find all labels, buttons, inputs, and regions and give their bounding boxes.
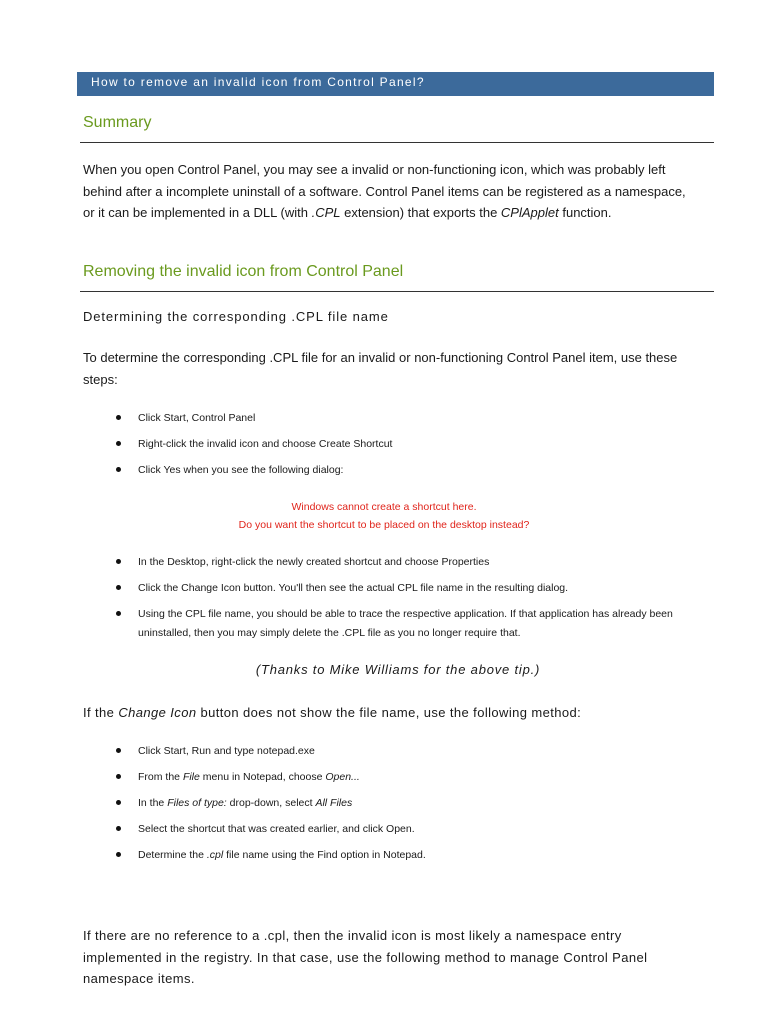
summary-text-2: extension) that exports the [340, 205, 501, 220]
determining-subheading: Determining the corresponding .CPL file name [83, 309, 389, 324]
cplapplet-text: CPlApplet [500, 205, 559, 220]
list-item: In the Desktop, right-click the newly created shortcut and choose Properties [112, 553, 722, 572]
list-item: Click Start, Control Panel [112, 409, 722, 428]
all-files-text: All Files [315, 797, 353, 809]
list-item: Select the shortcut that was created earlier, and click Open. [112, 820, 722, 839]
dialog-message [0, 498, 768, 534]
closing-paragraph: If there are no reference to a .cpl, then the invalid icon is most likely a namespace entry implemented in the registry. In that case, use the following method to manage Control Panel namespace items. [83, 928, 648, 986]
dialog-line-1: Windows cannot create a shortcut here. [291, 501, 477, 513]
summary-text-1: When you open Control Panel, you may see a invalid or non-functioning icon, which was probably left behind after a incomplete uninstall of a software. Control Panel items can be registered as a namespace, or it can be implemented in a DLL (with [83, 162, 686, 220]
list-item [112, 794, 722, 813]
list-item: Right-click the invalid icon and choose Create Shortcut [112, 435, 722, 454]
step5-text-c: file name using the Find option in Notepad. [223, 849, 426, 861]
list-item [112, 846, 722, 865]
summary-text-3: function. [558, 205, 612, 220]
summary-paragraph [83, 159, 693, 224]
alt-method-intro [83, 702, 693, 724]
step3-text-a: In the [138, 797, 168, 809]
step3-text-c: drop-down, select [226, 797, 316, 809]
thanks-note: (Thanks to Mike Williams for the above tip.) [255, 662, 541, 677]
steps-intro-paragraph: To determine the corresponding .CPL file for an invalid or non-functioning Control Panel item, use these steps: [83, 350, 678, 387]
list-item [112, 768, 722, 787]
step2-text-a: From the [138, 771, 183, 783]
list-item: Click Yes when you see the following dialog: [112, 461, 722, 480]
step5-text-a: Determine the [138, 849, 207, 861]
removing-heading: Removing the invalid icon from Control Panel [83, 263, 404, 280]
removing-divider [80, 291, 714, 292]
cpl-ext-text: .cpl [206, 849, 224, 861]
step2-text-c: menu in Notepad, choose [199, 771, 326, 783]
file-menu-text: File [182, 771, 200, 783]
list-item: Using the CPL file name, you should be able to trace the respective application. If that application has already been uninstalled, then you may simply delete the .CPL file as you no longer require that. [112, 605, 722, 643]
cpl-extension-text: .CPL [311, 205, 341, 220]
files-of-type-text: Files of type: [167, 797, 227, 809]
summary-divider [80, 142, 714, 143]
open-command-text: Open... [325, 771, 360, 783]
change-icon-text: Change Icon [118, 705, 197, 720]
summary-heading: Summary [83, 114, 152, 131]
alt-intro-text-2: button does not show the file name, use the following method: [196, 705, 582, 720]
article-title-bar [77, 72, 714, 96]
dialog-line-2: Do you want the shortcut to be placed on the desktop instead? [238, 519, 530, 531]
steps-list-b [112, 553, 722, 643]
alt-intro-text-1: If the [83, 705, 119, 720]
steps-list-a [112, 409, 722, 480]
article-title: How to remove an invalid icon from Control Panel? [91, 75, 425, 89]
list-item: Click the Change Icon button. You'll then see the actual CPL file name in the resulting dialog. [112, 579, 722, 598]
alt-steps-list [112, 742, 722, 865]
list-item: Click Start, Run and type notepad.exe [112, 742, 722, 761]
